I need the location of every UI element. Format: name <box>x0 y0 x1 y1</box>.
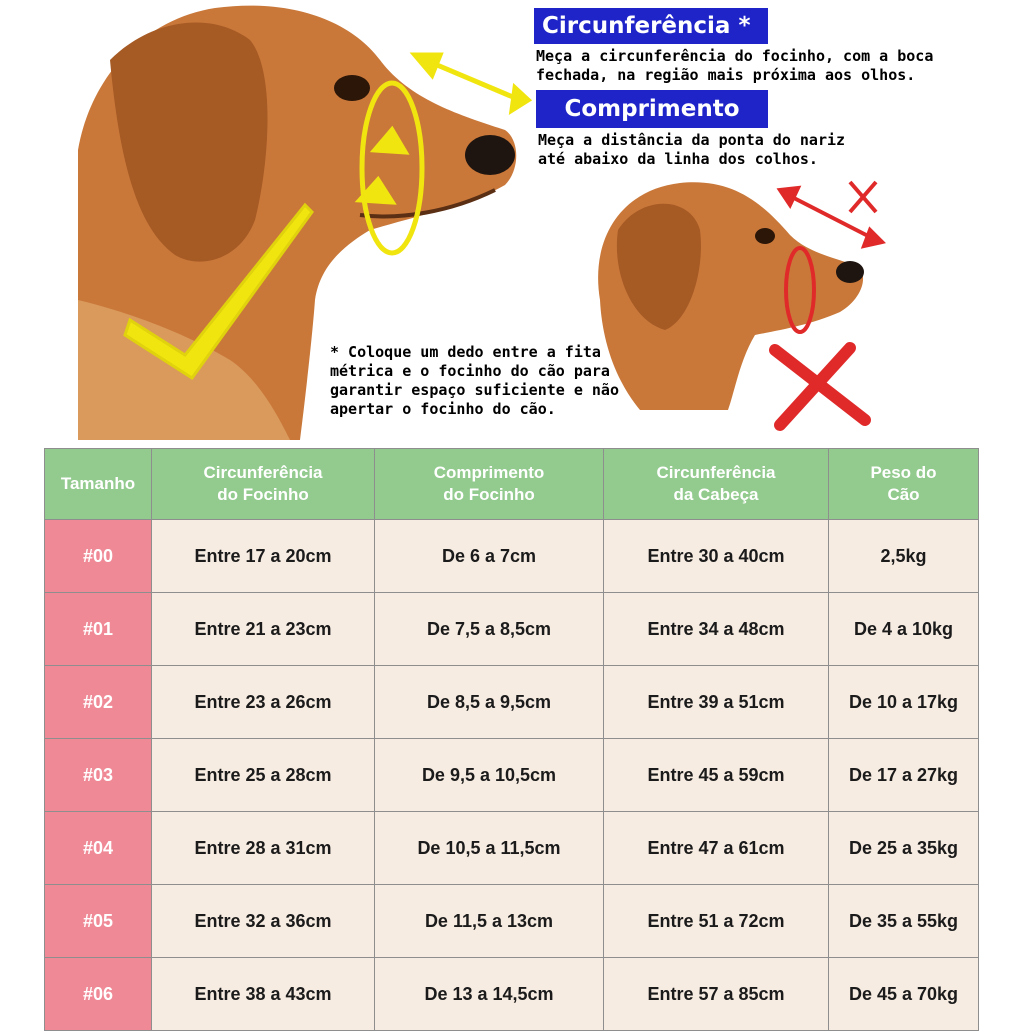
head-circumference-cell: Entre 34 a 48cm <box>604 593 829 666</box>
head-circumference-cell: Entre 47 a 61cm <box>604 812 829 885</box>
muzzle-circumference-cell: Entre 32 a 36cm <box>152 885 375 958</box>
muzzle-circumference-cell: Entre 17 a 20cm <box>152 520 375 593</box>
muzzle-length-cell: De 7,5 a 8,5cm <box>375 593 604 666</box>
muzzle-length-cell: De 13 a 14,5cm <box>375 958 604 1031</box>
size-cell: #02 <box>45 666 152 739</box>
table-row <box>45 885 979 958</box>
table-row <box>45 520 979 593</box>
length-instructions: Meça a distância da ponta do nariz até abaixo da linha dos colhos. <box>538 131 846 168</box>
cross-icon <box>775 348 865 425</box>
weight-cell: De 4 a 10kg <box>829 593 979 666</box>
table-header-row <box>45 449 979 520</box>
header-muzzle-circumference: Circunferência do Focinho <box>152 449 375 520</box>
table-row <box>45 739 979 812</box>
size-cell: #00 <box>45 520 152 593</box>
size-cell: #03 <box>45 739 152 812</box>
weight-cell: De 17 a 27kg <box>829 739 979 812</box>
head-circumference-cell: Entre 30 a 40cm <box>604 520 829 593</box>
circumference-instructions: Meça a circunferência do focinho, com a boca fechada, na região mais próxima aos olhos. <box>536 47 934 84</box>
head-circumference-cell: Entre 57 a 85cm <box>604 958 829 1031</box>
muzzle-circumference-cell: Entre 38 a 43cm <box>152 958 375 1031</box>
finger-space-note: * Coloque um dedo entre a fita métrica e o focinho do cão para garantir espaço suficiente e não apertar o focinho do cão. <box>330 343 619 418</box>
head-circumference-cell: Entre 39 a 51cm <box>604 666 829 739</box>
table-row <box>45 958 979 1031</box>
weight-cell: De 10 a 17kg <box>829 666 979 739</box>
muzzle-circumference-cell: Entre 25 a 28cm <box>152 739 375 812</box>
muzzle-length-cell: De 9,5 a 10,5cm <box>375 739 604 812</box>
table-row <box>45 812 979 885</box>
size-cell: #05 <box>45 885 152 958</box>
muzzle-length-cell: De 8,5 a 9,5cm <box>375 666 604 739</box>
muzzle-length-cell: De 10,5 a 11,5cm <box>375 812 604 885</box>
muzzle-length-cell: De 6 a 7cm <box>375 520 604 593</box>
size-cell: #01 <box>45 593 152 666</box>
weight-cell: De 45 a 70kg <box>829 958 979 1031</box>
muzzle-circumference-cell: Entre 28 a 31cm <box>152 812 375 885</box>
size-chart-table <box>44 448 979 1031</box>
header-size: Tamanho <box>45 449 152 520</box>
table-row <box>45 593 979 666</box>
head-circumference-cell: Entre 45 a 59cm <box>604 739 829 812</box>
muzzle-circumference-cell: Entre 23 a 26cm <box>152 666 375 739</box>
weight-cell: 2,5kg <box>829 520 979 593</box>
size-cell: #06 <box>45 958 152 1031</box>
muzzle-circumference-cell: Entre 21 a 23cm <box>152 593 375 666</box>
weight-cell: De 25 a 35kg <box>829 812 979 885</box>
circumference-label: Circunferência * <box>534 8 768 44</box>
header-head-circumference: Circunferência da Cabeça <box>604 449 829 520</box>
weight-cell: De 35 a 55kg <box>829 885 979 958</box>
table-row <box>45 666 979 739</box>
size-cell: #04 <box>45 812 152 885</box>
head-circumference-cell: Entre 51 a 72cm <box>604 885 829 958</box>
header-muzzle-length: Comprimento do Focinho <box>375 449 604 520</box>
header-dog-weight: Peso do Cão <box>829 449 979 520</box>
muzzle-length-cell: De 11,5 a 13cm <box>375 885 604 958</box>
length-label: Comprimento <box>536 90 768 128</box>
